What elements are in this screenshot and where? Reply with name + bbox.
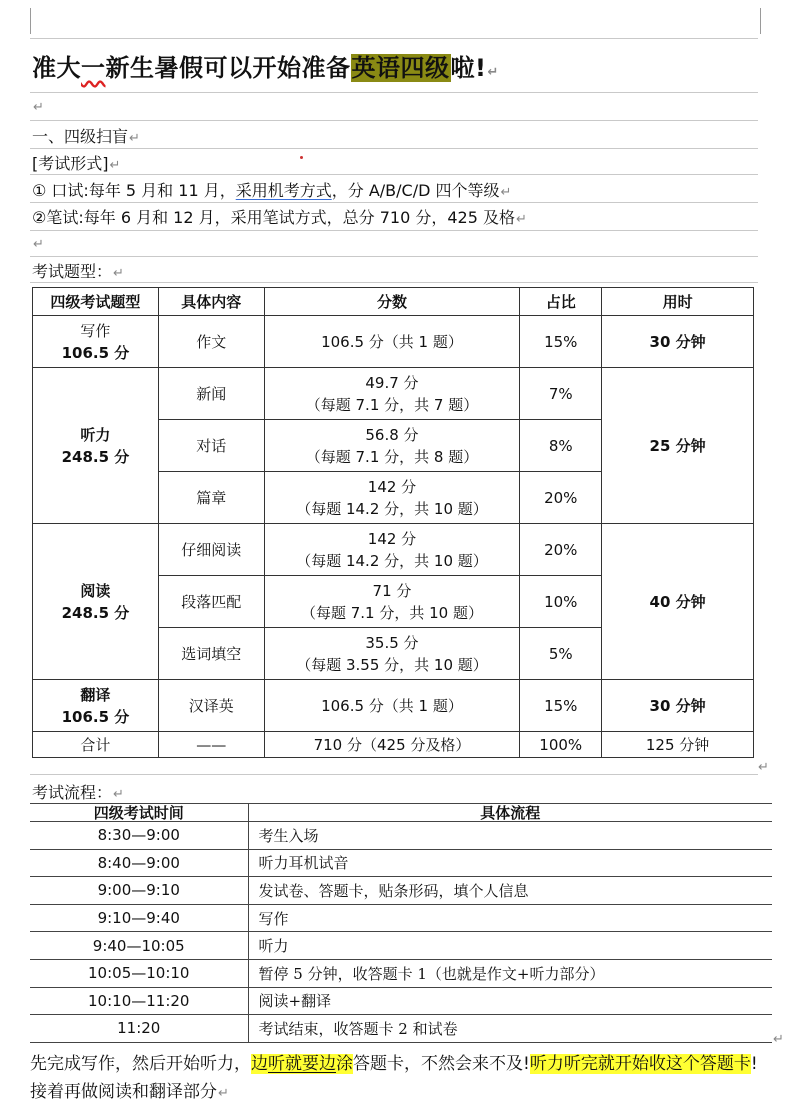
tip-highlight: 听力听完就开始收这个答题卡: [529, 1054, 751, 1074]
table-row: [30, 1015, 772, 1043]
format-item-oral: [32, 178, 511, 201]
points-detail: （每题 14.2 分，共 10 题）: [296, 499, 488, 518]
ratio-cell: 100%: [520, 732, 602, 758]
total-label: 合计: [33, 732, 159, 758]
tip-highlight-underlined: 听就要边: [268, 1054, 336, 1074]
content-cell: 段落匹配: [158, 576, 264, 628]
tip-highlight: 涂: [336, 1054, 353, 1074]
header-cell: 分数: [264, 288, 520, 316]
paragraph-mark: ↵: [500, 185, 512, 200]
tip-paragraph: [30, 1050, 770, 1105]
ratio-cell: 15%: [520, 316, 602, 368]
paragraph-mark: ↵: [129, 131, 140, 146]
title-text: 啦!: [450, 54, 487, 82]
points-cell: 710 分（425 分及格）: [264, 732, 520, 758]
tip-text: 接着再做阅读和翻译部分: [30, 1082, 217, 1102]
table-header-row: [33, 288, 754, 316]
points-total: 142 分: [367, 529, 417, 548]
process-label-text: 考试流程：: [32, 783, 113, 802]
points-detail: （每题 14.2 分，共 10 题）: [296, 551, 488, 570]
step-cell: 听力: [248, 932, 772, 960]
content-cell: 篇章: [158, 472, 264, 524]
section-heading: [32, 124, 140, 147]
step-cell: 考生入场: [248, 822, 772, 850]
step-cell: 阅读+翻译: [248, 987, 772, 1015]
section-cell-translation: [33, 680, 159, 732]
time-cell: 9:40—10:05: [30, 932, 248, 960]
ruled-line: [30, 120, 758, 121]
step-cell: 听力耳机试音: [248, 849, 772, 877]
table-total-row: [33, 732, 754, 758]
section-cell-listening: [33, 368, 159, 524]
title-text: 新生暑假可以开始准备: [105, 54, 351, 82]
content-cell: ——: [158, 732, 264, 758]
step-cell: 考试结束，收答题卡 2 和试卷: [248, 1015, 772, 1043]
time-cell: 9:00—9:10: [30, 877, 248, 905]
ratio-cell: 20%: [520, 524, 602, 576]
empty-paragraph: [32, 233, 44, 252]
table-row: [30, 877, 772, 905]
time-cell: 125 分钟: [602, 732, 754, 758]
table-row: [30, 932, 772, 960]
header-cell: 占比: [520, 288, 602, 316]
table-row: [30, 959, 772, 987]
header-cell: 具体流程: [248, 804, 772, 822]
points-total: 56.8 分: [365, 425, 419, 444]
paragraph-mark: ↵: [113, 266, 124, 281]
title-text-spellcheck: 一: [81, 54, 106, 82]
margin-mark-right: [760, 8, 761, 34]
process-label: [32, 780, 124, 803]
empty-paragraph: [32, 96, 44, 115]
tip-text: !: [750, 1054, 758, 1074]
content-cell: 汉译英: [158, 680, 264, 732]
table-row: [30, 849, 772, 877]
section-score: 106.5 分: [61, 343, 130, 362]
section-heading-text: 一、四级扫盲: [32, 127, 129, 146]
header-cell: 用时: [602, 288, 754, 316]
content-cell: 新闻: [158, 368, 264, 420]
points-total: 71 分: [372, 581, 412, 600]
tip-text: 先完成写作，然后开始听力，: [30, 1054, 251, 1074]
table-row: [30, 822, 772, 850]
points-detail: （每题 7.1 分，共 8 题）: [305, 447, 479, 466]
section-name: 翻译: [80, 685, 111, 704]
section-name: 阅读: [80, 581, 111, 600]
section-cell-writing: [33, 316, 159, 368]
format-item-written: [32, 205, 527, 228]
table-row: [30, 987, 772, 1015]
types-label-text: 考试题型：: [32, 262, 113, 281]
points-total: 142 分: [367, 477, 417, 496]
time-cell: 10:10—11:20: [30, 987, 248, 1015]
title-highlight: 英语四级: [351, 54, 450, 82]
header-cell: 四级考试题型: [33, 288, 159, 316]
exam-types-table: [32, 287, 754, 758]
red-dot: [300, 156, 303, 159]
points-detail: （每题 7.1 分，共 7 题）: [305, 395, 479, 414]
paragraph-mark: ↵: [218, 1086, 229, 1101]
content-cell: 作文: [158, 316, 264, 368]
format-label: [32, 151, 120, 174]
section-score: 248.5 分: [61, 447, 130, 466]
paragraph-mark: ↵: [487, 65, 499, 80]
ruled-line: [30, 148, 758, 149]
content-cell: 选词填空: [158, 628, 264, 680]
table-row: [33, 316, 754, 368]
points-cell: [264, 628, 520, 680]
ratio-cell: 20%: [520, 472, 602, 524]
ruled-line: [30, 174, 758, 175]
table-row: [33, 368, 754, 420]
points-cell: [264, 420, 520, 472]
step-cell: 写作: [248, 904, 772, 932]
header-cell: 具体内容: [158, 288, 264, 316]
paragraph-mark: ↵: [109, 158, 121, 173]
points-total: 49.7 分: [365, 373, 419, 392]
tip-text: 答题卡，不然会来不及!: [353, 1054, 530, 1074]
time-cell: 9:10—9:40: [30, 904, 248, 932]
format-item-text: ②笔试:每年 6 月和 12 月，采用笔试方式，总分 710 分，425 及格: [32, 208, 515, 227]
format-item-underlined: 采用机考方式: [235, 181, 332, 200]
margin-mark-left: [30, 8, 31, 34]
points-cell: [264, 524, 520, 576]
paragraph-mark: ↵: [113, 787, 124, 802]
title-text: 准大: [32, 54, 81, 82]
points-cell: 106.5 分（共 1 题）: [264, 680, 520, 732]
step-cell: 暂停 5 分钟，收答题卡 1（也就是作文+听力部分）: [248, 959, 772, 987]
ruled-line: [30, 282, 758, 283]
paragraph-mark: ↵: [773, 1032, 784, 1047]
section-cell-reading: [33, 524, 159, 680]
step-cell: 发试卷、答题卡，贴条形码，填个人信息: [248, 877, 772, 905]
points-total: 35.5 分: [365, 633, 419, 652]
types-label: [32, 259, 124, 282]
time-cell: 11:20: [30, 1015, 248, 1043]
ruled-line: [30, 92, 758, 93]
ratio-cell: 5%: [520, 628, 602, 680]
format-item-text: ① 口试:每年 5 月和 11 月，: [32, 181, 236, 200]
content-cell: 对话: [158, 420, 264, 472]
paragraph-mark: ↵: [33, 237, 44, 252]
ruled-line: [30, 256, 758, 257]
section-score: 106.5 分: [61, 707, 130, 726]
page-title: [32, 48, 499, 83]
ruled-line: [30, 774, 758, 775]
paragraph-mark: ↵: [515, 212, 527, 227]
points-cell: 106.5 分（共 1 题）: [264, 316, 520, 368]
points-cell: [264, 472, 520, 524]
header-cell: 四级考试时间: [30, 804, 248, 822]
tip-highlight: 边: [251, 1054, 268, 1074]
time-cell: 30 分钟: [602, 316, 754, 368]
points-cell: [264, 368, 520, 420]
ruled-line: [30, 38, 758, 39]
time-cell: 30 分钟: [602, 680, 754, 732]
format-item-text: ，分 A/B/C/D 四个等级: [331, 181, 500, 200]
time-cell: 8:40—9:00: [30, 849, 248, 877]
ruled-line: [30, 230, 758, 231]
table-row: [33, 524, 754, 576]
points-detail: （每题 7.1 分，共 10 题）: [300, 603, 483, 622]
points-cell: [264, 576, 520, 628]
exam-process-table: [30, 803, 772, 1043]
time-cell: 8:30—9:00: [30, 822, 248, 850]
time-cell: 25 分钟: [602, 368, 754, 524]
ruled-line: [30, 202, 758, 203]
content-cell: 仔细阅读: [158, 524, 264, 576]
ratio-cell: 7%: [520, 368, 602, 420]
ratio-cell: 15%: [520, 680, 602, 732]
format-label-text: [考试形式]: [32, 154, 109, 173]
paragraph-mark: ↵: [33, 100, 44, 115]
section-name: 写作: [80, 321, 111, 340]
table-header-row: [30, 804, 772, 822]
section-score: 248.5 分: [61, 603, 130, 622]
ratio-cell: 10%: [520, 576, 602, 628]
paragraph-mark: ↵: [758, 760, 769, 775]
table-row: [30, 904, 772, 932]
time-cell: 40 分钟: [602, 524, 754, 680]
section-name: 听力: [80, 425, 111, 444]
ratio-cell: 8%: [520, 420, 602, 472]
table-row: [33, 680, 754, 732]
time-cell: 10:05—10:10: [30, 959, 248, 987]
points-detail: （每题 3.55 分，共 10 题）: [296, 655, 488, 674]
